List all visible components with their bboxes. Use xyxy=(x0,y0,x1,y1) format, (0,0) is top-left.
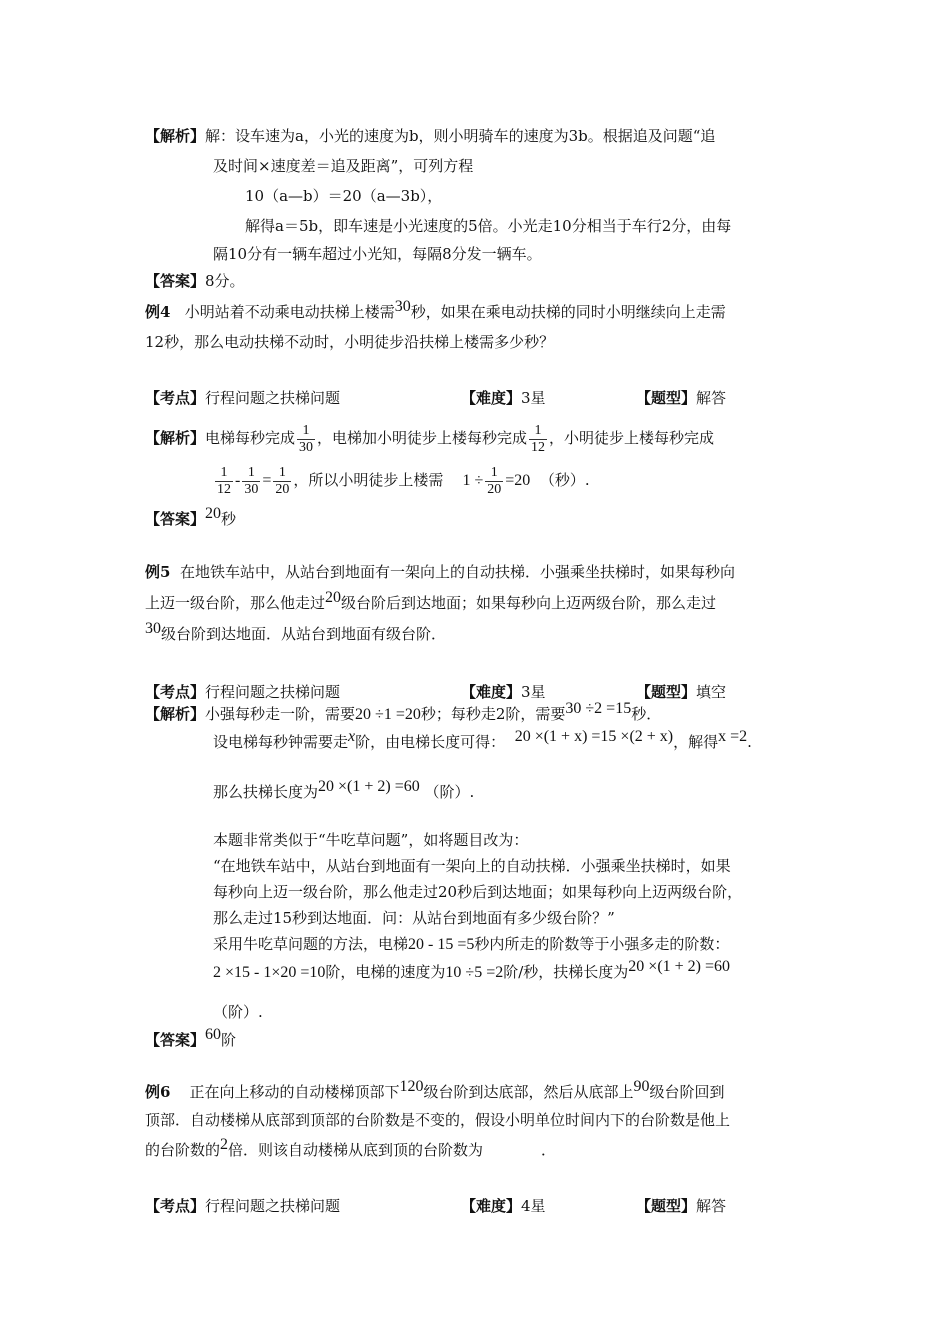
ex5-meta-difficulty xyxy=(461,682,546,702)
ex4-answer-num: 20 xyxy=(205,505,222,522)
frac-den: 30 xyxy=(299,439,314,455)
fraction xyxy=(242,465,260,498)
ex4-question-line1 xyxy=(145,298,726,323)
ex3-answer xyxy=(145,271,245,291)
ex6-question-line3 xyxy=(145,1136,557,1161)
ex5-s8b: 秒内所走的阶数等于小强多走的阶数： xyxy=(474,935,730,953)
ex5-s2a: 设电梯每秒钟需要走 xyxy=(213,733,349,751)
ex5-s2-var: x xyxy=(348,728,356,745)
ex5-question-line3 xyxy=(145,620,447,645)
ex6-q-text-1c: 级台阶回到 xyxy=(649,1083,725,1101)
ex5-s2-math: 20 ×(1 + x) =15 ×(2 + x) xyxy=(514,728,674,745)
ex4-q-text-a: 小明站着不动乘电动扶梯上楼需 xyxy=(184,303,395,321)
ex5-s9b: 阶/秒，扶梯长度为 xyxy=(503,963,629,981)
ex5-s2c: ，解得 xyxy=(673,733,719,751)
ex5-s3a: 那么扶梯长度为 xyxy=(213,783,319,801)
ex5-analysis-line8 xyxy=(213,934,729,955)
fraction xyxy=(273,465,291,498)
ex5-analysis-line7: 那么走过15秒到达地面．问：从站台到地面有多少级台阶？” xyxy=(213,909,615,927)
qtype-label: 【题型】 xyxy=(636,1197,697,1215)
ex6-q-num-1: 120 xyxy=(399,1078,424,1095)
ex6-q-text-3c: ． xyxy=(541,1141,557,1159)
qtype-label: 【题型】 xyxy=(636,683,697,701)
ex5-analysis-line4: 本题非常类似于“牛吃草问题”，如将题目改为： xyxy=(213,831,529,849)
ex5-point-value: 行程问题之扶梯问题 xyxy=(205,683,341,701)
ex3-analysis-line4: 解得a＝5b，即车速是小光速度的5倍。小光走10分相当于车行2分，由每 xyxy=(245,217,732,235)
ex5-q-num-2: 30 xyxy=(145,620,161,637)
equals-sign: = xyxy=(262,472,272,489)
fraction xyxy=(485,465,503,498)
ex5-analysis-line10: （阶）. xyxy=(213,1003,263,1021)
ex6-q-text-1a: 正在向上移动的自动楼梯顶部下 xyxy=(189,1083,400,1101)
analysis-label: 【解析】 xyxy=(145,705,206,723)
ex6-meta-point xyxy=(145,1196,340,1216)
ex4-a3: ，小明徒步上楼每秒完成 xyxy=(549,429,715,447)
ex5-q-text-2a: 上迈一级台阶，那么他走过 xyxy=(145,594,326,612)
ex5-s2d: . xyxy=(747,733,752,751)
ex5-analysis-line9 xyxy=(213,958,731,983)
ex4-calc-3: （秒）. xyxy=(539,471,590,489)
frac-den: 30 xyxy=(244,481,259,497)
ex4-meta-point xyxy=(145,388,340,408)
ex4-analysis-line2 xyxy=(213,460,590,501)
ex6-label: 例6 xyxy=(145,1083,171,1101)
ex4-answer xyxy=(145,505,237,530)
point-label: 【考点】 xyxy=(145,683,206,701)
frac-den: 12 xyxy=(217,481,231,497)
fraction xyxy=(297,423,315,456)
ex5-analysis-line1 xyxy=(145,700,662,725)
ex3-analysis-line5: 隔10分有一辆车超过小光知，每隔8分发一辆车。 xyxy=(213,245,542,263)
ex6-question-line1 xyxy=(145,1078,725,1103)
ex6-q-text-3a: 的台阶数的 xyxy=(145,1141,221,1159)
ex5-s9-math-1: 2 ×15 - 1×20 =10 xyxy=(213,964,326,981)
frac-num: 1 xyxy=(247,464,255,480)
frac-num: 1 xyxy=(534,422,542,438)
frac-num: 1 xyxy=(302,422,310,438)
frac-den: 12 xyxy=(531,439,546,455)
ex4-q-num: 30 xyxy=(394,298,411,315)
minus-sign: - xyxy=(235,472,241,489)
difficulty-label: 【难度】 xyxy=(461,1197,522,1215)
ex4-answer-unit: 秒 xyxy=(221,510,237,528)
ex5-s8a: 采用牛吃草问题的方法，电梯 xyxy=(213,935,409,953)
ex5-q-text-1: 在地铁车站中，从站台到地面有一架向上的自动扶梯．小强乘坐扶梯时，如果每秒向 xyxy=(179,563,735,581)
ex4-a2: ，电梯加小明徒步上楼每秒完成 xyxy=(317,429,528,447)
ex5-label: 例5 xyxy=(145,563,171,581)
fraction xyxy=(529,423,547,456)
ex5-q-num-1: 20 xyxy=(325,589,342,606)
ex3-answer-value: 8分。 xyxy=(205,272,245,290)
ex5-s1c: 秒． xyxy=(631,705,662,723)
ex4-qtype-value: 解答 xyxy=(696,389,727,407)
ex6-point-value: 行程问题之扶梯问题 xyxy=(205,1197,341,1215)
ex5-analysis-line3 xyxy=(213,778,475,803)
ex5-question-line2 xyxy=(145,589,717,614)
point-label: 【考点】 xyxy=(145,1197,206,1215)
ex6-q-text-3b: 倍．则该自动楼梯从底到顶的台阶数为 xyxy=(228,1141,484,1159)
ex5-meta-point xyxy=(145,682,340,702)
ex3-analysis-text-1: 解：设车速为a，小光的速度为b，则小明骑车的速度为3b。根据追及问题“追 xyxy=(205,127,716,145)
analysis-label: 【解析】 xyxy=(145,127,206,145)
qtype-label: 【题型】 xyxy=(636,389,697,407)
ex6-meta-difficulty xyxy=(461,1196,546,1216)
ex5-analysis-line2 xyxy=(213,728,752,753)
difficulty-label: 【难度】 xyxy=(461,389,522,407)
ex5-s3b: （阶）. xyxy=(424,783,475,801)
ex5-meta-qtype xyxy=(636,682,726,702)
ex3-equation: 10（a—b）＝20（a—3b）， xyxy=(245,187,443,205)
ex5-s3-math: 20 ×(1 + 2) =60 xyxy=(318,778,420,795)
ex6-qtype-value: 解答 xyxy=(696,1197,727,1215)
ex5-analysis-line6: 每秒向上迈一级台阶，那么他走过20秒后到达地面；如果每秒向上迈两级台阶， xyxy=(213,883,743,901)
ex4-analysis-line1 xyxy=(145,416,714,460)
ex4-meta-difficulty xyxy=(461,388,546,408)
ex5-difficulty-value: 3星 xyxy=(521,683,546,701)
analysis-label: 【解析】 xyxy=(145,429,206,447)
answer-label: 【答案】 xyxy=(145,510,206,528)
frac-num: 1 xyxy=(278,464,286,480)
ex3-analysis-line1 xyxy=(145,126,715,146)
ex4-a1: 电梯每秒完成 xyxy=(205,429,296,447)
ex4-calc-2: =20 xyxy=(505,472,531,489)
ex4-calc-1: 1 ÷ xyxy=(462,472,484,489)
ex5-qtype-value: 填空 xyxy=(696,683,727,701)
ex5-s9-math-3: 20 ×(1 + 2) =60 xyxy=(628,958,731,975)
ex5-s1a: 小强每秒走一阶，需要 xyxy=(205,705,356,723)
frac-num: 1 xyxy=(490,464,498,480)
frac-den: 20 xyxy=(487,481,502,497)
ex5-s1-math-2: 30 ÷2 =15 xyxy=(565,700,632,717)
ex5-question-line1 xyxy=(145,562,735,582)
ex5-answer-unit: 阶 xyxy=(221,1031,237,1049)
ex4-difficulty-value: 3星 xyxy=(521,389,546,407)
ex4-a4: ，所以小明徒步上楼需 xyxy=(293,471,444,489)
ex6-question-line2: 顶部．自动楼梯从底部到顶部的台阶数是不变的，假设小明单位时间内下的台阶数是他上 xyxy=(145,1111,731,1129)
ex3-analysis-line2: 及时间×速度差＝追及距离”，可列方程 xyxy=(213,157,474,175)
ex5-analysis-line5: “在地铁车站中，从站台到地面有一架向上的自动扶梯．小强乘坐扶梯时，如果 xyxy=(213,857,731,875)
ex5-s9-math-2: 10 ÷5 =2 xyxy=(445,964,504,981)
ex6-q-text-1b: 级台阶到达底部，然后从底部上 xyxy=(423,1083,634,1101)
difficulty-label: 【难度】 xyxy=(461,683,522,701)
ex4-label: 例4 xyxy=(145,303,171,321)
answer-label: 【答案】 xyxy=(145,272,206,290)
point-label: 【考点】 xyxy=(145,389,206,407)
ex5-s1b: 秒；每秒走2阶，需要 xyxy=(420,705,566,723)
answer-label: 【答案】 xyxy=(145,1031,206,1049)
ex4-q-text-b: 秒，如果在乘电动扶梯的同时小明继续向上走需 xyxy=(410,303,726,321)
ex4-question-line2: 12秒，那么电动扶梯不动时，小明徒步沿扶梯上楼需多少秒？ xyxy=(145,333,555,351)
ex6-q-num-2: 90 xyxy=(633,1078,650,1095)
ex5-s1-math-1: 20 ÷1 =20 xyxy=(355,706,421,723)
ex4-meta-qtype xyxy=(636,388,726,408)
ex5-q-text-3: 级台阶到达地面．从站台到地面有级台阶． xyxy=(161,625,447,643)
ex6-q-num-3: 2 xyxy=(220,1136,229,1153)
ex5-answer-num: 60 xyxy=(205,1026,222,1043)
ex6-meta-qtype xyxy=(636,1196,726,1216)
ex6-difficulty-value: 4星 xyxy=(521,1197,546,1215)
ex5-q-text-2b: 级台阶后到达地面；如果每秒向上迈两级台阶，那么走过 xyxy=(341,594,717,612)
ex4-point-value: 行程问题之扶梯问题 xyxy=(205,389,341,407)
ex5-s2b: 阶，由电梯长度可得： xyxy=(355,733,506,751)
fraction xyxy=(215,465,233,498)
ex5-s8-math: 20 - 15 =5 xyxy=(408,936,475,953)
ex5-s2-math-2: x =2 xyxy=(718,728,748,745)
ex5-s9a: 阶，电梯的速度为 xyxy=(325,963,446,981)
ex5-answer xyxy=(145,1026,237,1051)
frac-den: 20 xyxy=(275,481,290,497)
frac-num: 1 xyxy=(220,464,228,480)
